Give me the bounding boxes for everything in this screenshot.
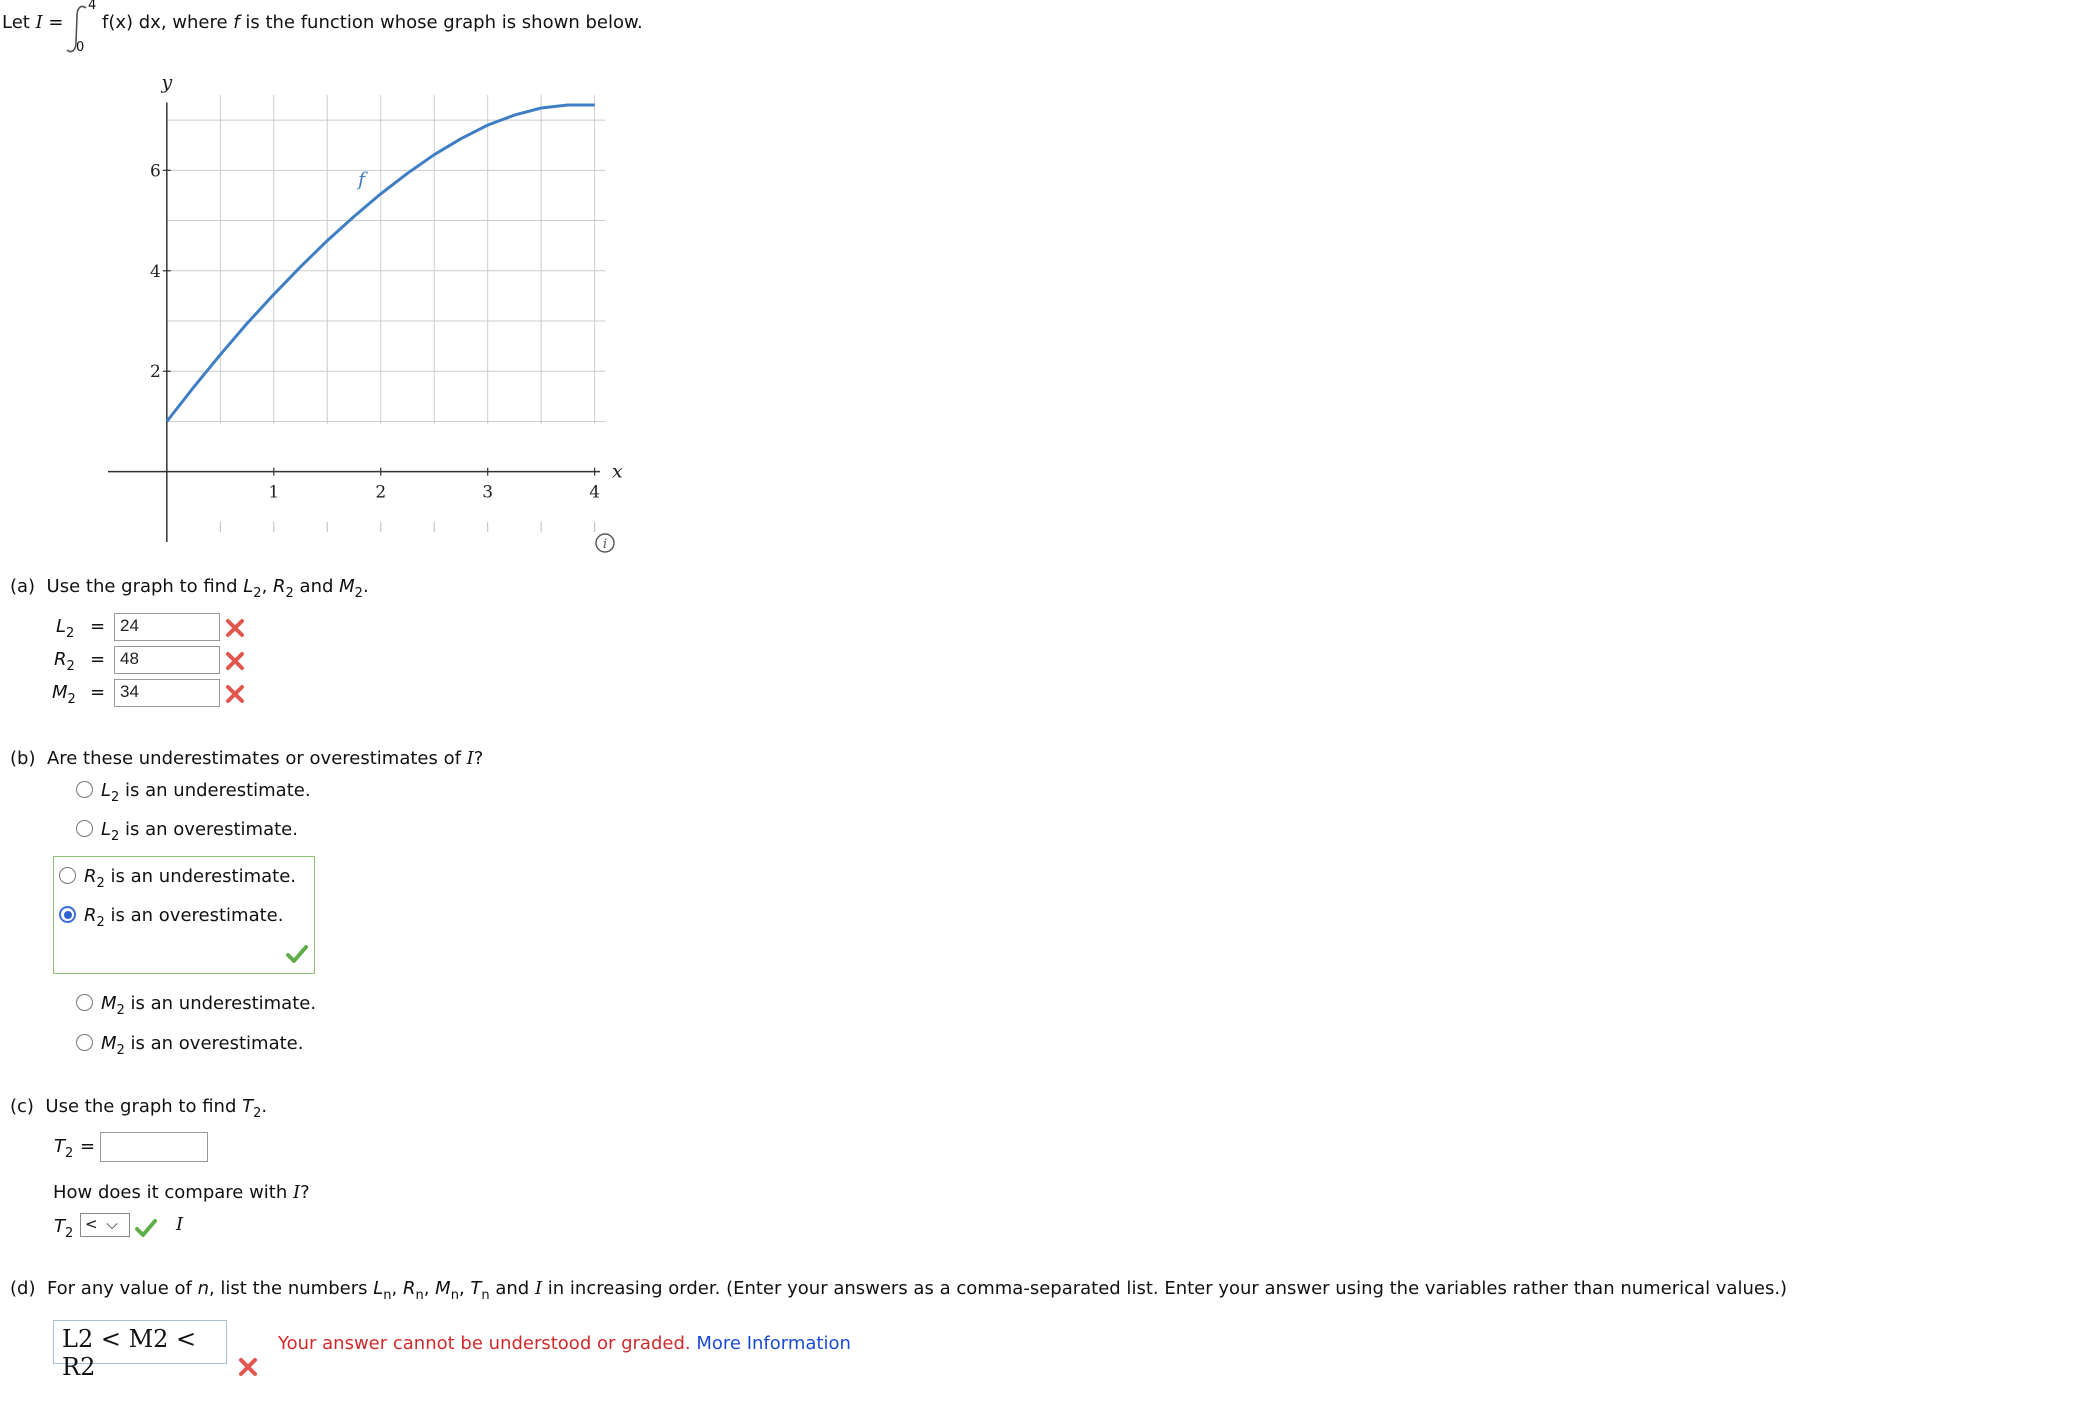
x-tick-label: 1 [268,482,280,503]
M2-label: $M_2$ [52,682,76,707]
chevron-down-icon: ⌵ [106,1215,118,1233]
problem-intro: Let I = [2,12,64,33]
y-tick-label: 4 [149,261,161,282]
I-symbol: I [35,12,43,33]
radio-M2-underestimate[interactable] [76,994,93,1011]
L2-input[interactable]: 24 [114,613,220,641]
y-axis-label: y [161,71,173,94]
answer-error-message: Your answer cannot be understood or graded. More Information [278,1333,851,1354]
R2-wrong-icon [224,650,246,672]
T2-compare-label: $T_2$ [54,1216,74,1241]
more-information-link[interactable]: More Information [696,1333,851,1354]
integral-upper-limit: 4 [88,0,97,13]
L2-label: $L_2$ [56,616,75,641]
part-c-prompt: (c) Use the graph to find $T_2$. [10,1096,268,1121]
option-L2-underestimate[interactable]: $L_2$ is an underestimate. [101,780,311,805]
svg-text:i: i [602,537,608,552]
radio-L2-underestimate[interactable] [76,781,93,798]
x-axis-label: x [612,460,623,483]
option-L2-overestimate[interactable]: $L_2$ is an overestimate. [101,819,298,844]
order-answer-input[interactable]: L2 < M2 < R2 [53,1320,227,1364]
R2-correct-check-icon [286,944,308,964]
y-tick-label: 6 [149,161,161,182]
part-d-prompt: (d) For any value of n, list the numbers $L_n$, $R_n$, $M_n$, $T_n$ and I in increasing order. (Enter your answers as a comma-separated list. Enter your answer using the variables rather than numerical values.) [10,1278,1788,1303]
integral-lower-limit: 0 [76,40,85,55]
option-M2-underestimate[interactable]: $M_2$ is an underestimate. [101,993,317,1018]
compare-I-symbol: I [176,1214,184,1235]
part-a-prompt: (a) Use the graph to find $L_2$, $R_2$ and $M_2$. [10,576,369,601]
info-icon[interactable] [594,532,616,554]
compare-prompt: How does it compare with I? [53,1182,310,1203]
x-tick-label: 3 [482,482,494,503]
compare-correct-check-icon [135,1218,157,1238]
option-M2-overestimate[interactable]: $M_2$ is an overestimate. [101,1033,304,1058]
radio-M2-overestimate[interactable] [76,1034,93,1051]
compare-select[interactable] [80,1213,130,1237]
T2-label: $T_2$ [54,1136,74,1161]
radio-L2-overestimate[interactable] [76,820,93,837]
T2-equals: = [80,1136,96,1157]
M2-equals: = [90,682,106,703]
problem-intro-rest: f(x) dx, where f is the function whose graph is shown below. [102,12,643,33]
R2-input[interactable]: 48 [114,646,220,674]
T2-input[interactable] [100,1132,208,1162]
R2-label: $R_2$ [54,649,75,674]
x-tick-label: 2 [375,482,387,503]
M2-wrong-icon [224,683,246,705]
L2-wrong-icon [224,617,246,639]
compare-select-value: < [85,1215,98,1233]
order-wrong-icon [237,1356,259,1378]
M2-input[interactable]: 34 [114,679,220,707]
R2-equals: = [90,649,106,670]
option-R2-overestimate[interactable]: $R_2$ is an overestimate. [84,905,284,930]
option-R2-underestimate[interactable]: $R_2$ is an underestimate. [84,866,297,891]
function-graph [100,71,623,560]
x-tick-label: 4 [589,482,601,503]
part-b-prompt: (b) Are these underestimates or overestimates of I? [10,748,484,769]
L2-equals: = [90,616,106,637]
radio-R2-underestimate[interactable] [59,867,76,884]
radio-R2-overestimate-selected[interactable] [59,906,76,923]
curve-label-f: f [358,168,366,191]
y-tick-label: 2 [149,362,161,383]
